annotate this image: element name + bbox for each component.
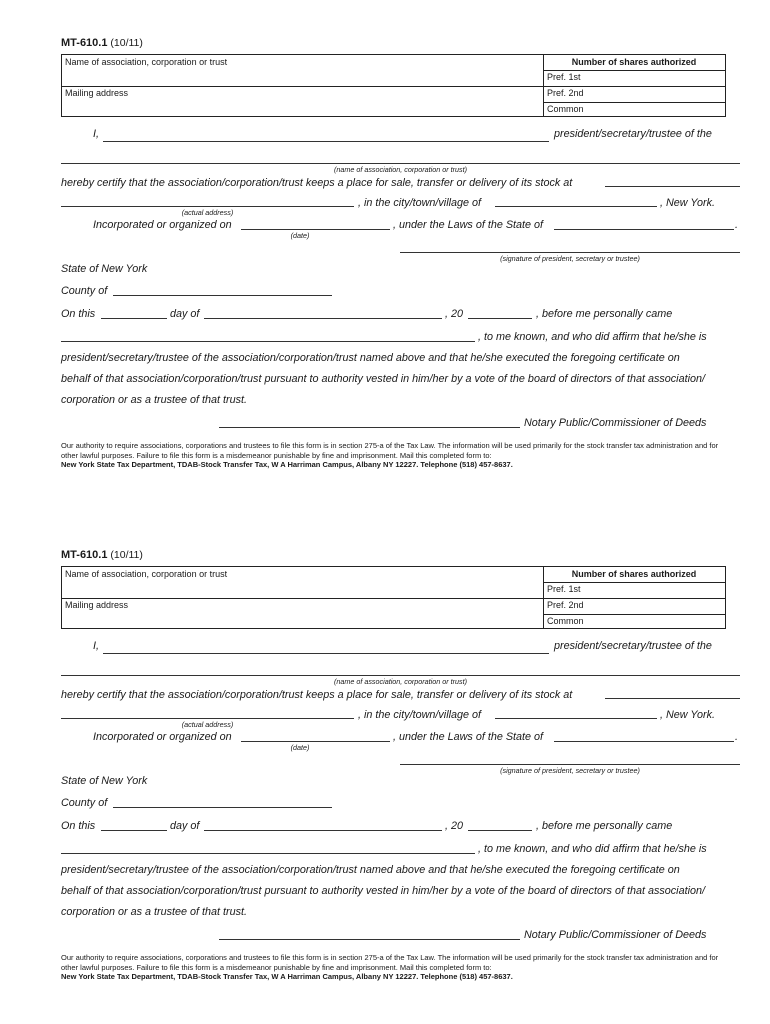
county-label: County of [61,285,108,297]
year-line[interactable] [468,318,532,319]
pref-2nd-field[interactable]: Pref. 2nd [547,88,584,98]
known-label: , to me known, and who did affirm that he/she is [478,331,707,343]
association-name-line[interactable] [61,675,740,676]
affirm-line-1: president/secretary/trustee of the association/corporation/trust named above and that he/she executed the foregoing certificate on [61,352,680,364]
signature-line[interactable] [400,764,740,765]
year-prefix: , 20 [445,820,464,832]
on-this-label: On this [61,308,96,320]
pref-1st-field[interactable]: Pref. 1st [547,72,581,82]
signature-line[interactable] [400,252,740,253]
pref-1st-field[interactable]: Pref. 1st [547,584,581,594]
notary-signature-line[interactable] [219,939,520,940]
name-caption: (name of association, corporation or trust) [333,165,468,174]
name-field[interactable]: Name of association, corporation or trust [65,57,228,67]
i-label: I, [93,640,99,652]
form-date: (10/11) [110,37,143,49]
footer-note [61,441,721,470]
stock-place-line[interactable] [605,186,740,187]
form-header [61,37,143,49]
footer-address: New York State Tax Department, TDAB-Stock Transfer Tax, W A Harriman Campus, Albany NY 12227. Telephone (518) 457-8637. [61,972,513,981]
incorporated-label: Incorporated or organized on [93,731,232,743]
state-label: State of New York [61,263,148,275]
county-label: County of [61,797,108,809]
month-line[interactable] [204,830,442,831]
state-label: State of New York [61,775,148,787]
period: . [735,731,738,743]
person-name-line[interactable] [61,341,475,342]
affirm-line-3: corporation or as a trustee of that trust. [61,906,248,918]
period: . [735,219,738,231]
common-field[interactable]: Common [547,104,584,114]
form-number: MT-610.1 [61,549,108,561]
form-number: MT-610.1 [61,37,108,49]
state-line[interactable] [554,741,734,742]
name-caption: (name of association, corporation or trust) [333,677,468,686]
affirm-line-1: president/secretary/trustee of the association/corporation/trust named above and that he/she executed the foregoing certificate on [61,864,680,876]
certify-text: hereby certify that the association/corporation/trust keeps a place for sale, transfer or delivery of its stock at [61,689,573,701]
association-name-line[interactable] [61,163,740,164]
stock-place-line[interactable] [605,698,740,699]
shares-header: Number of shares authorized [571,57,697,67]
notary-signature-line[interactable] [219,427,520,428]
new-york-label: , New York. [660,197,716,209]
incorporation-date-line[interactable] [241,229,390,230]
notary-label: Notary Public/Commissioner of Deeds [524,929,707,941]
laws-label: , under the Laws of the State of [393,219,544,231]
form-header [61,549,143,561]
info-box [61,54,726,117]
affirm-line-2: behalf of that association/corporation/trust pursuant to authority vested in him/her by a vote of the board of directors of that association/ [61,373,705,385]
before-me-label: , before me personally came [536,820,673,832]
name-field[interactable]: Name of association, corporation or trust [65,569,228,579]
laws-label: , under the Laws of the State of [393,731,544,743]
officer-name-line[interactable] [103,653,549,654]
i-label: I, [93,128,99,140]
date-caption: (date) [290,231,310,240]
affirm-line-3: corporation or as a trustee of that trust. [61,394,248,406]
year-prefix: , 20 [445,308,464,320]
footer-note [61,953,721,982]
footer-text: Our authority to require associations, corporations and trustees to file this form is in section 275-a of the Tax Law. The information will be used primarily for the stock transfer tax administration and for other lawful purposes. Failure to file this form is a misdemeanor punishable by fine and imprisonment. Mail this completed form to: [61,953,719,972]
date-caption: (date) [290,743,310,752]
county-line[interactable] [113,807,332,808]
role-label: president/secretary/trustee of the [554,128,712,140]
year-line[interactable] [468,830,532,831]
pref-2nd-field[interactable]: Pref. 2nd [547,600,584,610]
incorporated-label: Incorporated or organized on [93,219,232,231]
address-caption: (actual address) [181,720,234,729]
state-line[interactable] [554,229,734,230]
affirm-line-2: behalf of that association/corporation/trust pursuant to authority vested in him/her by a vote of the board of directors of that association/ [61,885,705,897]
footer-address: New York State Tax Department, TDAB-Stock Transfer Tax, W A Harriman Campus, Albany NY 12227. Telephone (518) 457-8637. [61,460,513,469]
address-caption: (actual address) [181,208,234,217]
officer-name-line[interactable] [103,141,549,142]
mailing-address-field[interactable]: Mailing address [65,600,129,610]
new-york-label: , New York. [660,709,716,721]
on-this-label: On this [61,820,96,832]
signature-caption: (signature of president, secretary or trustee) [500,254,640,263]
certify-text: hereby certify that the association/corporation/trust keeps a place for sale, transfer or delivery of its stock at [61,177,573,189]
day-line[interactable] [101,318,167,319]
known-label: , to me known, and who did affirm that he/she is [478,843,707,855]
form-copy-2 [0,512,770,1024]
before-me-label: , before me personally came [536,308,673,320]
city-line[interactable] [495,718,657,719]
common-field[interactable]: Common [547,616,584,626]
month-line[interactable] [204,318,442,319]
city-line[interactable] [495,206,657,207]
shares-header: Number of shares authorized [571,569,697,579]
city-label: , in the city/town/village of [358,197,482,209]
day-of-label: day of [170,820,200,832]
signature-caption: (signature of president, secretary or trustee) [500,766,640,775]
actual-address-line[interactable] [61,206,354,207]
day-line[interactable] [101,830,167,831]
info-box [61,566,726,629]
incorporation-date-line[interactable] [241,741,390,742]
notary-label: Notary Public/Commissioner of Deeds [524,417,707,429]
actual-address-line[interactable] [61,718,354,719]
county-line[interactable] [113,295,332,296]
form-date: (10/11) [110,549,143,561]
city-label: , in the city/town/village of [358,709,482,721]
role-label: president/secretary/trustee of the [554,640,712,652]
person-name-line[interactable] [61,853,475,854]
mailing-address-field[interactable]: Mailing address [65,88,129,98]
footer-text: Our authority to require associations, corporations and trustees to file this form is in section 275-a of the Tax Law. The information will be used primarily for the stock transfer tax administration and for other lawful purposes. Failure to file this form is a misdemeanor punishable by fine and imprisonment. Mail this completed form to: [61,441,719,460]
day-of-label: day of [170,308,200,320]
